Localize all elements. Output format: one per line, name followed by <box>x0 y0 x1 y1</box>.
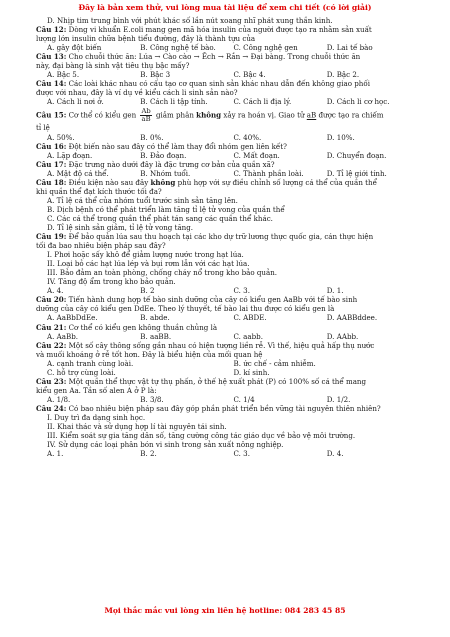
question-text: Cho chuỗi thức ăn: Lúa → Cào cào → Ếch → Rắn → Đại bàng. Trong chuỗi thức ăn <box>66 52 361 62</box>
option-c: C. 1/4 <box>233 394 255 404</box>
question-19 <box>36 232 420 241</box>
statement-ii: II. Loại bỏ các hạt lúa lép và bụi rơm lẫn với các hạt lúa. <box>47 259 250 269</box>
options-row <box>36 133 420 142</box>
question-number: Câu 18: <box>36 177 67 187</box>
question-12 <box>36 25 420 34</box>
question-number: Câu 16: <box>36 141 67 151</box>
question-number: Câu 15: <box>36 110 67 120</box>
options-row <box>36 313 420 322</box>
question-text: Một quần thể thực vật tự thụ phấn, ở thế hệ xuất phát (P) có 100% số cá thể mang <box>66 376 367 386</box>
question-number: Câu 24: <box>36 403 67 413</box>
option-d: D. kí sinh. <box>233 367 270 377</box>
option-b: B. Cách li tập tính. <box>140 97 208 107</box>
question-text-cont: kiểu gen Aa. Tần số alen A ở P là: <box>36 385 157 395</box>
question-number: Câu 23: <box>36 376 67 386</box>
question-18 <box>36 178 420 187</box>
question-text: Cơ thể có kiểu gen <box>66 110 139 120</box>
question-text-cont: khi quần thể đạt kích thước tối đa? <box>36 186 162 196</box>
option-d: D. Lai tế bào <box>326 43 373 53</box>
options-row <box>36 43 420 52</box>
answer-line: D. Nhịp tim trung bình với phút khác số lần nút xoang nhĩ phát xung thần kinh. <box>47 16 333 25</box>
preview-banner: Đây là bản xem thử, vui lòng mua tài liệu để xem chi tiết (có lời giải) <box>78 3 372 12</box>
option-b: B. 2. <box>140 449 157 459</box>
question-text: Đặc trưng nào dưới đây là đặc trưng cơ bản của quần xã? <box>66 159 275 169</box>
gamete-label: aB <box>306 110 317 120</box>
option-c: C. Thành phần loài. <box>233 168 304 178</box>
question-text: Điều kiện nào sau đây <box>66 177 151 187</box>
question-text: Cơ thể có kiểu gen không thuần chủng là <box>66 322 218 332</box>
option-c: C. 3. <box>233 286 250 296</box>
question-number: Câu 20: <box>36 295 67 305</box>
question-text: Dòng vi khuẩn E.coli mang gen mã hóa insulin của người được tạo ra nhằm sản xuất <box>66 25 372 35</box>
question-13 <box>36 52 420 61</box>
option-b: B. 2 <box>140 286 155 296</box>
option-c: C. Công nghệ gen <box>233 43 298 53</box>
options-row <box>36 151 420 160</box>
option-a: A. Cách li nơi ở. <box>47 97 104 107</box>
question-number: Câu 12: <box>36 25 67 35</box>
question-16 <box>36 142 420 151</box>
question-text: Đột biến nào sau đây có thể làm thay đổi nhóm gen liên kết? <box>66 141 287 151</box>
genotype-fraction <box>140 108 151 123</box>
options-row <box>36 332 420 341</box>
option-a: A. AaBbDdEe. <box>47 313 98 323</box>
option-b: B. Công nghệ tế bào. <box>140 43 216 53</box>
question-text-cont: tối đa bao nhiêu biện pháp sau đây? <box>36 241 166 251</box>
option-c: C. 3. <box>233 449 250 459</box>
option-b: B. 0%. <box>140 132 164 142</box>
statement-ii: II. Khai thác và sử dụng hợp lí tài nguyên tái sinh. <box>47 422 227 432</box>
option-c: C. Mất đoạn. <box>233 150 280 160</box>
fraction-denominator: aB <box>141 115 151 124</box>
option-d: D. 1. <box>326 286 344 296</box>
emphasis-word: không <box>150 177 176 187</box>
option-a: A. cạnh tranh cùng loài. <box>47 358 134 368</box>
question-text-cont: và muối khoáng ở rễ tốt hơn. Đây là biểu hiện của mối quan hệ <box>36 349 263 359</box>
option-a: A. 4. <box>47 286 64 296</box>
statement-iv: IV. Sử dụng các loại phân bón vi sinh trong sản xuất nông nghiệp. <box>47 440 284 450</box>
question-number: Câu 14: <box>36 79 67 89</box>
question-number: Câu 21: <box>36 322 67 332</box>
statement-i: I. Duy trì đa dạng sinh học. <box>47 412 146 422</box>
question-text: xảy ra hoán vị. Giao tử <box>221 110 307 120</box>
question-text-cont: lượng lớn insulin chữa bệnh tiểu đường, đây là thành tựu của <box>36 34 256 44</box>
option-d: D. 10%. <box>326 132 355 142</box>
question-text-cont: này, đại bàng là sinh vật tiêu thụ bậc mấy? <box>36 61 190 71</box>
question-text: giảm phân <box>153 110 197 120</box>
option-c: C. Cách li địa lý. <box>233 97 292 107</box>
statement-iii: III. Bảo đảm an toàn phòng, chống cháy nổ trong kho bảo quản. <box>47 268 278 278</box>
question-number: Câu 22: <box>36 340 67 350</box>
options-row <box>36 169 420 178</box>
option-d: D. Chuyển đoạn. <box>326 150 387 160</box>
options-row <box>36 97 420 106</box>
option-c: C. ABDE. <box>233 313 267 323</box>
option-d: D. Tỉ lệ sinh sản giảm, tỉ lệ tử vong tăng. <box>47 222 194 232</box>
option-c: C. hỗ trợ cùng loài. <box>47 367 116 377</box>
option-b: B. 3/8. <box>140 394 164 404</box>
option-b: B. aaBB. <box>140 331 172 341</box>
statement-iv: IV. Tăng độ ẩm trong kho bảo quản. <box>47 277 176 287</box>
option-a: A. Mật độ cá thể. <box>47 168 109 178</box>
question-text: Các loài khác nhau có cấu tạo cơ quan sinh sản khác nhau dẫn đến không giao phối <box>66 79 370 89</box>
option-a: A. Bậc 5. <box>47 70 80 80</box>
option-d: D. Tỉ lệ giới tính. <box>326 168 387 178</box>
option-b: B. Đảo đoạn. <box>140 150 187 160</box>
hotline-banner: Mọi thắc mắc vui lòng xin liên hệ hotline: 084 283 45 85 <box>104 606 346 615</box>
statement-iii: III. Kiểm soát sự gia tăng dân số, tăng cường công tác giáo dục về bảo vệ môi trường. <box>47 431 356 441</box>
options-row <box>36 395 420 404</box>
option-a: A. 1. <box>47 449 64 459</box>
question-number: Câu 19: <box>36 232 67 242</box>
option-a: A. Tỉ lệ cá thể của nhóm tuổi trước sinh sản tăng lên. <box>47 195 238 205</box>
question-text: Tiến hành dung hợp tế bào sinh dưỡng của cây có kiểu gen AaBb với tế bào sinh <box>66 295 358 305</box>
option-b: B. Dịch bệnh có thể phát triển làm tăng tỉ lệ tử vong của quần thể <box>47 204 285 214</box>
option-d: D. Cách li cơ học. <box>326 97 390 107</box>
options-row <box>36 286 420 295</box>
option-d: D. AABBddee. <box>326 313 378 323</box>
option-b: B. abde. <box>140 313 170 323</box>
option-a: A. 1/8. <box>47 394 71 404</box>
question-text: Có bao nhiêu biện pháp sau đây góp phần phát triển bền vững tài nguyên thiên nhiên? <box>66 403 381 413</box>
question-number: Câu 13: <box>36 52 67 62</box>
question-21 <box>36 323 420 332</box>
option-b: B. ức chế - cảm nhiễm. <box>233 358 316 368</box>
option-d: D. AAbb. <box>326 331 359 341</box>
option-d: D. 4. <box>326 449 344 459</box>
option-c: C. aabb. <box>233 331 263 341</box>
question-text: được tạo ra chiếm <box>316 110 384 120</box>
question-text-cont: được với nhau, đây là ví dụ về kiểu cách li sinh sản nào? <box>36 88 238 98</box>
options-row <box>36 70 420 79</box>
question-text: Một số cây thông sống gần nhau có hiện tượng liền rễ. Vì thế, hiệu quả hấp thụ nước <box>66 340 375 350</box>
option-c: C. Các cá thể trong quần thể phát tán sang các quần thể khác. <box>47 213 273 223</box>
question-20 <box>36 295 420 304</box>
statement-i: I. Phơi hoặc sấy khô để giảm lượng nước trong hạt lúa. <box>47 250 244 260</box>
option-a: A. 50%. <box>47 132 75 142</box>
options-row <box>36 449 420 458</box>
option-d: D. 1/2. <box>326 394 351 404</box>
question-list <box>36 16 420 458</box>
question-17 <box>36 160 420 169</box>
option-c: C. 40%. <box>233 132 262 142</box>
question-15 <box>36 106 420 123</box>
options-row <box>36 359 420 368</box>
question-number: Câu 17: <box>36 159 67 169</box>
option-b: B. Bậc 3 <box>140 70 171 80</box>
question-text-cont: dưỡng của cây có kiểu gen DdEe. Theo lý thuyết, tế bào lai thu được có kiểu gen là <box>36 304 335 314</box>
question-text: phù hợp với sự điều chỉnh số lượng cá thể của quần thể <box>175 177 377 187</box>
option-b: B. Nhóm tuổi. <box>140 168 191 178</box>
emphasis-word: không <box>196 110 222 120</box>
option-a: A. Lặp đoạn. <box>47 150 93 160</box>
question-text-cont: tỉ lệ <box>36 123 50 133</box>
question-23 <box>36 377 420 386</box>
option-a: A. AaBb. <box>47 331 78 341</box>
question-24 <box>36 404 420 413</box>
option-d: D. Bậc 2. <box>326 70 360 80</box>
question-22 <box>36 341 420 350</box>
fraction-numerator: Ab <box>141 107 151 116</box>
options-row <box>36 368 420 377</box>
question-text: Để bảo quản lúa sau thu hoạch tại các kho dự trữ lương thực quốc gia, cán thực hiện <box>66 232 374 242</box>
option-a: A. gây đột biến <box>47 43 102 53</box>
option-c: C. Bậc 4. <box>233 70 266 80</box>
question-14 <box>36 79 420 88</box>
